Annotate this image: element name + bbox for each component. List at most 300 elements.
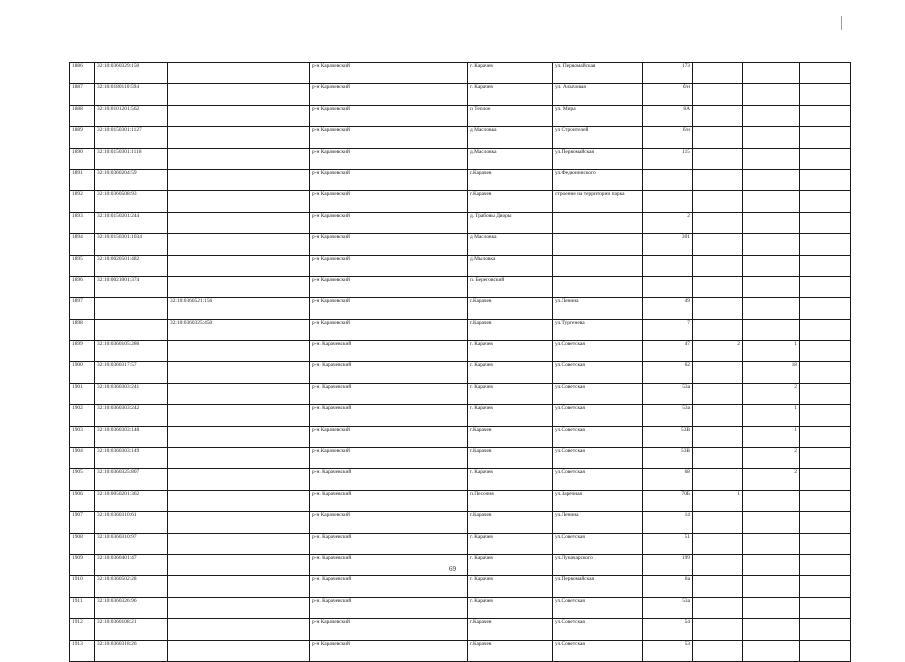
cell-district: р-н Карачевский [310,512,468,533]
cell-count-a [693,212,743,233]
cell-count-a [693,469,743,490]
table-row [70,63,851,84]
cell-empty [800,63,851,84]
cell-count-a [693,169,743,190]
cell-record-number: 1889 [70,127,95,148]
cell-empty [800,276,851,297]
cell-house-number: 70Б [643,490,693,511]
cell-empty [800,127,851,148]
cell-cadastral-number: 32:10:0021001:374 [95,276,168,297]
cell-house-number: 53 [643,640,693,661]
cell-locality: г. Карачев [468,533,553,554]
cell-locality: г. Карачев [468,576,553,597]
cell-empty [800,640,851,661]
cell-house-number: 14 [643,512,693,533]
cell-record-number: 1888 [70,105,95,126]
cell-cadastral-number: 32:10:0360303:148 [95,426,168,447]
cell-cadastral-number: 32:10:0360508:93 [95,191,168,212]
cell-count-b: 2 [743,383,800,404]
cell-record-number: 1911 [70,597,95,618]
cell-district: р-н Карачевский [310,191,468,212]
cell-cadastral-number: 32:10:0360204:59 [95,169,168,190]
cell-record-number: 1901 [70,383,95,404]
cell-count-a [693,276,743,297]
cell-district: р-н Карачевский [310,319,468,340]
cell-count-b [743,84,800,105]
cell-district: р-н Карачевский [310,276,468,297]
cell-count-a [693,405,743,426]
table-row [70,576,851,597]
cell-count-b [743,105,800,126]
cell-cadastral-number-alt [168,234,310,255]
cell-record-number: 1906 [70,490,95,511]
cell-street [553,276,643,297]
cell-count-b [743,234,800,255]
cell-district: р-н Карачевский [310,619,468,640]
cell-cadastral-number-alt [168,169,310,190]
table-row [70,234,851,255]
cell-cadastral-number-alt [168,212,310,233]
cell-cadastral-number-alt [168,276,310,297]
cell-house-number: 301 [643,234,693,255]
cell-district: р-н. Карачевский [310,341,468,362]
cell-count-a [693,234,743,255]
cell-locality: г. Карачев [468,597,553,618]
cell-count-b [743,640,800,661]
cell-cadastral-number: 32:10:0360325:807 [95,469,168,490]
table-row [70,341,851,362]
cell-cadastral-number-alt [168,533,310,554]
cell-empty [800,298,851,319]
table-row [70,426,851,447]
cell-count-b: 1 [743,341,800,362]
cell-cadastral-number: 32:10:0101201:562 [95,105,168,126]
cell-count-b [743,298,800,319]
cell-record-number: 1899 [70,341,95,362]
cell-cadastral-number: 32:10:0360310:97 [95,533,168,554]
cell-locality: г. Карачев [468,84,553,105]
table-row [70,255,851,276]
cell-cadastral-number-alt [168,105,310,126]
cell-count-a [693,362,743,383]
cell-empty [800,255,851,276]
cell-record-number: 1895 [70,255,95,276]
cell-cadastral-number: 32:10:0360303:241 [95,383,168,404]
cell-count-b [743,191,800,212]
cell-locality: г.Карачев [468,640,553,661]
cell-house-number: 8А [643,105,693,126]
cell-locality: д Масловка [468,234,553,255]
cell-street: ул. Алычовая [553,84,643,105]
cell-cadastral-number-alt [168,640,310,661]
cell-district: р-н. Карачевский [310,469,468,490]
cell-cadastral-number: 32:10:0360502:28 [95,576,168,597]
cell-house-number: 173 [643,63,693,84]
cell-district: р-н.Карачевский [310,448,468,469]
cell-house-number: 54 [643,619,693,640]
cell-locality: г.Карачев [468,619,553,640]
cell-empty [800,212,851,233]
cell-record-number: 1902 [70,405,95,426]
cell-count-b [743,597,800,618]
table-row [70,512,851,533]
cell-cadastral-number-alt [168,512,310,533]
cell-house-number: б/н [643,127,693,148]
cell-house-number: 199 [643,554,693,575]
table-row [70,597,851,618]
cell-house-number: 53а [643,597,693,618]
table-row [70,640,851,661]
cell-count-b: 2 [743,448,800,469]
table-row [70,298,851,319]
cell-district: р-н. Карачевский [310,383,468,404]
cell-empty [800,512,851,533]
cell-locality: г. Карачев [468,362,553,383]
cell-empty [800,597,851,618]
cell-cadastral-number-alt [168,362,310,383]
cell-house-number [643,191,693,212]
cell-empty [800,426,851,447]
table-row [70,490,851,511]
cell-empty [800,448,851,469]
cell-cadastral-number-alt [168,127,310,148]
cell-count-a [693,597,743,618]
cell-house-number: 51 [643,533,693,554]
cell-empty [800,362,851,383]
cell-street: ул.Советская [553,533,643,554]
cell-count-a [693,619,743,640]
cell-locality: п Теплое [468,105,553,126]
cell-cadastral-number: 32:10:0050201:362 [95,490,168,511]
cell-district: р-н. Карачевский [310,533,468,554]
cell-district: р-н Карачевский [310,426,468,447]
cell-cadastral-number: 32:10:0360329:150 [95,63,168,84]
cell-record-number: 1912 [70,619,95,640]
cell-record-number: 1908 [70,533,95,554]
cell-district: р-н Карачевский [310,255,468,276]
cell-count-b [743,576,800,597]
cell-count-b [743,169,800,190]
cell-street: ул.Советская [553,597,643,618]
cell-locality: г.Карачев [468,426,553,447]
cell-cadastral-number-alt [168,148,310,169]
cell-locality: г. Карачев [468,341,553,362]
cell-house-number: 2 [643,212,693,233]
cell-district: р-н Карачевский [310,234,468,255]
cell-empty [800,148,851,169]
cell-cadastral-number: 32:10:0020501:482 [95,255,168,276]
cell-district: р-н Карачевский [310,63,468,84]
cell-locality: г.Карачев [468,319,553,340]
cell-cadastral-number-alt [168,255,310,276]
cell-street: ул Строителей [553,127,643,148]
cell-cadastral-number [95,319,168,340]
cell-empty [800,490,851,511]
cell-cadastral-number: 32:10:0150301:1118 [95,148,168,169]
cell-street: ул.Федюнинского [553,169,643,190]
cell-street: ул.Первомайская [553,576,643,597]
cell-record-number: 1905 [70,469,95,490]
cell-cadastral-number-alt [168,619,310,640]
cell-locality: г.Карачев [468,191,553,212]
cell-street: ул.Советская [553,405,643,426]
cell-cadastral-number-alt [168,84,310,105]
cell-street: ул. Мира [553,105,643,126]
cell-count-a [693,533,743,554]
cell-count-a [693,191,743,212]
cell-cadastral-number-alt [168,426,310,447]
cell-cadastral-number-alt [168,383,310,404]
cell-locality: д.Масловка [468,148,553,169]
cell-record-number: 1904 [70,448,95,469]
cell-count-a [693,105,743,126]
cell-empty [800,169,851,190]
cell-empty [800,469,851,490]
cell-house-number: 115 [643,148,693,169]
cell-empty [800,105,851,126]
cell-count-a [693,448,743,469]
cell-locality: д Масловка [468,127,553,148]
cell-empty [800,234,851,255]
cell-locality: п.Песочня [468,490,553,511]
cell-street: ул.Советская [553,619,643,640]
cell-locality: г. Карачев [468,63,553,84]
cell-locality: г.Карачев [468,298,553,319]
cell-count-a [693,84,743,105]
cell-record-number: 1913 [70,640,95,661]
cell-street: ул.Ленина [553,298,643,319]
cell-house-number: 7 [643,319,693,340]
cell-count-a [693,576,743,597]
cell-count-b [743,127,800,148]
cell-record-number: 1890 [70,148,95,169]
cell-district: р-н. Карачевский [310,576,468,597]
cell-street: ул.Советская [553,426,643,447]
cell-cadastral-number: 32:10:0360108:21 [95,619,168,640]
cell-count-a [693,255,743,276]
cell-record-number: 1909 [70,554,95,575]
cell-locality: п. Береговский [468,276,553,297]
cell-empty [800,619,851,640]
cell-district: р-н Карачевский [310,84,468,105]
cell-street: ул. Первомайская [553,63,643,84]
cell-cadastral-number: 32:10:0180110:594 [95,84,168,105]
cell-empty [800,319,851,340]
cell-cadastral-number: 32:10:0150301:1034 [95,234,168,255]
table-row [70,319,851,340]
table-row [70,619,851,640]
cell-record-number: 1894 [70,234,95,255]
table-row [70,383,851,404]
cell-locality: г. Карачев [468,469,553,490]
cell-cadastral-number-alt [168,597,310,618]
cell-record-number: 1910 [70,576,95,597]
cell-count-b: 1 [743,426,800,447]
table-row [70,276,851,297]
table-row [70,191,851,212]
cell-district: р-н. Карачевский [310,597,468,618]
cell-empty [800,341,851,362]
cell-cadastral-number-alt: 32:10:0360325:450 [168,319,310,340]
cell-house-number: 47 [643,341,693,362]
cell-count-b [743,148,800,169]
table-row [70,169,851,190]
cell-count-a [693,148,743,169]
cell-district: р-н. Карачевский [310,362,468,383]
cell-count-b [743,490,800,511]
cell-locality: г. Карачев [468,554,553,575]
cell-record-number: 1907 [70,512,95,533]
table-row [70,148,851,169]
cell-cadastral-number: 32:10:0360317:57 [95,362,168,383]
cell-district: р-н. Карачевский [310,554,468,575]
cell-empty [800,84,851,105]
cell-locality: д. Грабовы Дворы [468,212,553,233]
cell-house-number: 49 [643,298,693,319]
cell-record-number: 1891 [70,169,95,190]
cell-district: р-н Карачевский [310,105,468,126]
table-row [70,405,851,426]
cell-cadastral-number: 32:10:0150201:244 [95,212,168,233]
cell-house-number: 53В [643,426,693,447]
cell-house-number: 8а [643,576,693,597]
cell-district: р-н Карачевский [310,640,468,661]
cell-locality: г. Карачев [468,405,553,426]
page-corner-mark [841,16,842,30]
cell-count-a [693,63,743,84]
cell-empty [800,383,851,404]
cell-street [553,255,643,276]
cell-empty [800,405,851,426]
cell-house-number: 53а [643,405,693,426]
cell-cadastral-number-alt: 32:10:0360521:156 [168,298,310,319]
cell-count-b: 1 [743,405,800,426]
cell-count-a [693,298,743,319]
cell-cadastral-number: 32:10:0150301:1127 [95,127,168,148]
cell-cadastral-number: 32:10:0360318:26 [95,640,168,661]
cell-count-a [693,319,743,340]
cell-street: ул.Первомайская [553,148,643,169]
cell-count-b [743,512,800,533]
cell-count-a [693,383,743,404]
cell-empty [800,533,851,554]
cell-count-b [743,319,800,340]
cell-cadastral-number: 32:10:0360105:286 [95,341,168,362]
cell-count-b [743,63,800,84]
cell-locality: г. Карачев [468,383,553,404]
cell-count-b [743,533,800,554]
cell-cadastral-number-alt [168,405,310,426]
cell-empty [800,191,851,212]
cell-record-number: 1892 [70,191,95,212]
cell-house-number [643,276,693,297]
table-row [70,127,851,148]
cell-street: ул.Ленина [553,512,643,533]
cell-cadastral-number: 32:10:0360401:47 [95,554,168,575]
page-number: 69 [449,565,456,573]
cell-cadastral-number-alt [168,448,310,469]
cell-street: ул.Советская [553,448,643,469]
table-row [70,105,851,126]
cell-house-number: 62 [643,362,693,383]
cell-house-number: 53В [643,448,693,469]
cell-locality: д.Мыловка [468,255,553,276]
cell-street: ул.Советская [553,341,643,362]
cell-count-b [743,212,800,233]
cell-locality: г.Карачев [468,448,553,469]
cell-count-b [743,619,800,640]
cell-record-number: 1898 [70,319,95,340]
cell-street: ул.Советская [553,640,643,661]
cell-count-a [693,426,743,447]
table-row [70,533,851,554]
cell-record-number: 1903 [70,426,95,447]
cell-street [553,234,643,255]
cell-cadastral-number-alt [168,490,310,511]
cell-cadastral-number: 32:10:0360326:96 [95,597,168,618]
cell-cadastral-number [95,298,168,319]
cell-count-a [693,127,743,148]
cell-district: р-н Карачевский [310,127,468,148]
cell-house-number [643,255,693,276]
cell-cadastral-number: 32:10:0360303:242 [95,405,168,426]
cell-record-number: 1887 [70,84,95,105]
cell-count-b: 2 [743,469,800,490]
cell-district: р-н Карачевский [310,148,468,169]
cell-street: ул.Советская [553,383,643,404]
cell-house-number: б/н [643,84,693,105]
table-row [70,212,851,233]
cell-cadastral-number-alt [168,576,310,597]
cell-street: ул.Тургенева [553,319,643,340]
cell-district: р-н. Карачевский [310,405,468,426]
cell-empty [800,576,851,597]
cell-count-a [693,512,743,533]
cell-locality: г.Карачев [468,169,553,190]
cell-count-b [743,255,800,276]
table-row [70,448,851,469]
cell-record-number: 1896 [70,276,95,297]
cell-cadastral-number-alt [168,191,310,212]
table-row [70,362,851,383]
cell-house-number: 53а [643,383,693,404]
table-row [70,84,851,105]
cell-cadastral-number: 32:10:0360303:149 [95,448,168,469]
cell-district: р-н Карачевский [310,298,468,319]
cell-count-a: 2 [693,341,743,362]
cell-count-a [693,640,743,661]
cell-street: ул.Луначарского [553,554,643,575]
cell-record-number: 1893 [70,212,95,233]
cell-street: строение на территории парка [553,191,643,212]
cell-district: р-н. Карачевский [310,490,468,511]
cell-street: ул.Заречная [553,490,643,511]
cell-street [553,212,643,233]
table-row [70,469,851,490]
cell-street: ул.Советская [553,469,643,490]
cell-record-number: 1900 [70,362,95,383]
cell-record-number: 1886 [70,63,95,84]
cell-count-b [743,276,800,297]
cell-locality: г.Карачев [468,512,553,533]
cell-district: р-н Карачевский [310,212,468,233]
cell-count-a: 1 [693,490,743,511]
cell-district: р-н Карачевский [310,169,468,190]
cell-cadastral-number-alt [168,341,310,362]
cell-house-number [643,169,693,190]
cell-house-number: 68 [643,469,693,490]
cell-count-b: 18 [743,362,800,383]
